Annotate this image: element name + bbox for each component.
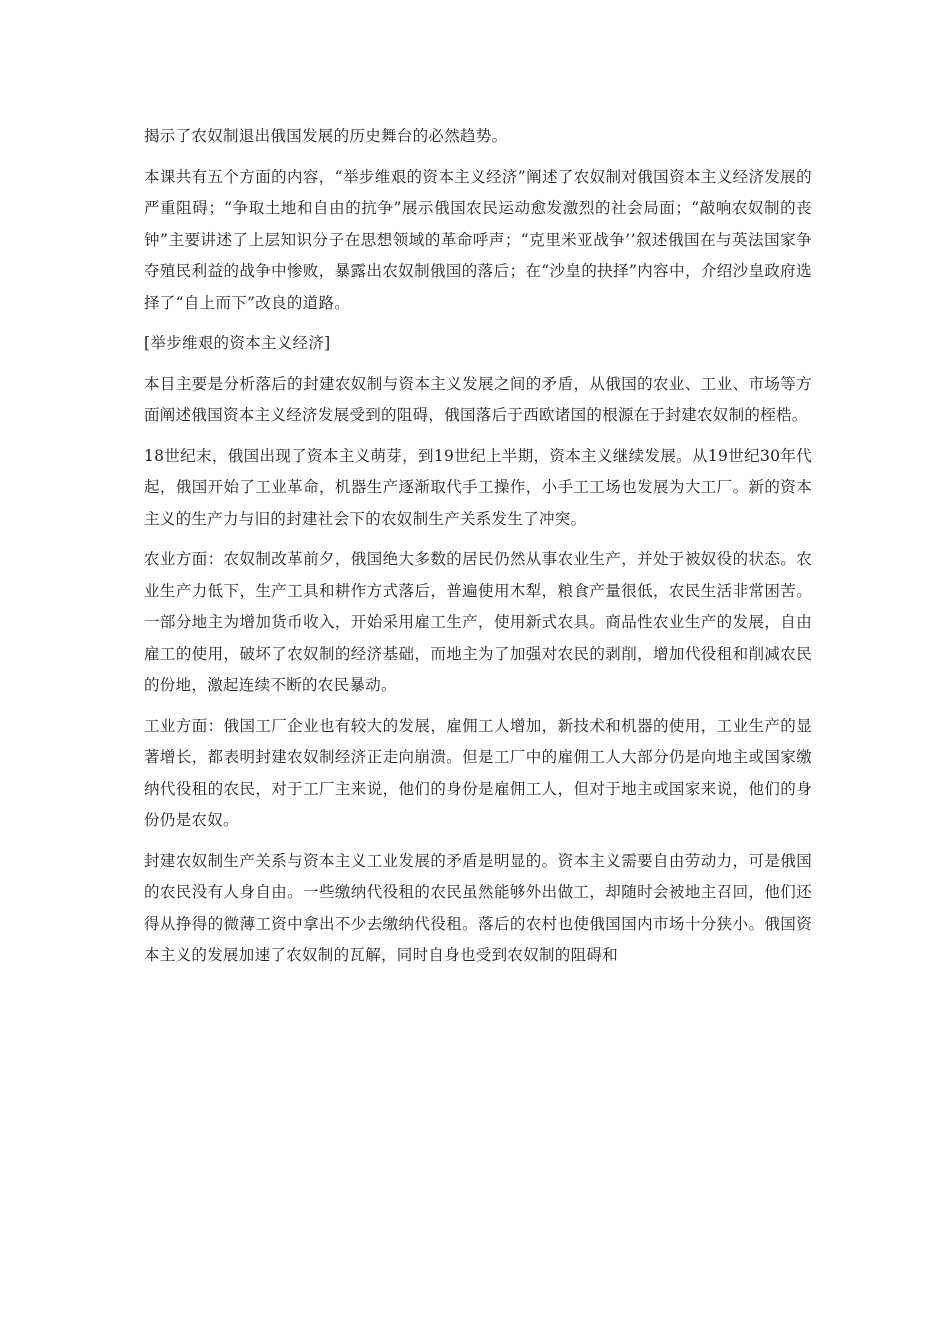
paragraph-lesson-overview: 本课共有五个方面的内容，“举步维艰的资本主义经济”阐述了农奴制对俄国资本主义经济发展的严重阻碍；“争取土地和自由的抗争”展示俄国农民运动愈发激烈的社会局面；“敲响农奴制的丧钟”主要讲述了上层知识分子在思想领域的革命呼声；“克里米亚战争’’叙述俄国在与英法国家争夺殖民利益的战争中惨败，暴露出农奴制俄国的落后；在“沙皇的抉择”内容中，介绍沙皇政府选择了“自上而下”改良的道路。 bbox=[144, 167, 812, 312]
paragraph-agriculture: 农业方面：农奴制改革前夕，俄国绝大多数的居民仍然从事农业生产，并处于被奴役的状态。农业生产力低下，生产工具和耕作方式落后，普遍使用木犁，粮食产量很低，农民生活非常困苦。一部分地主为增加货币收入，开始采用雇工生产，使用新式农具。商品性农业生产的发展，自由雇工的使用，破坏了农奴制的经济基础，而地主为了加强对农民的剥削，增加代役租和削减农民的份地，激起连续不断的农民暴动。 bbox=[144, 550, 812, 694]
paragraph-contradiction: 封建农奴制生产关系与资本主义工业发展的矛盾是明显的。资本主义需要自由劳动力，可是俄国的农民没有人身自由。一些缴纳代役租的农民虽然能够外出做工，却随时会被地主召回，他们还得从挣得的微薄工资中拿出不少去缴纳代役租。落后的农村也使俄国国内市场十分狭小。俄国资本主义的发展加速了农奴制的瓦解，同时自身也受到农奴制的阻碍和 bbox=[144, 851, 812, 964]
paragraph-industry: 工业方面：俄国工厂企业也有较大的发展，雇佣工人增加，新技术和机器的使用，工业生产的显著增长，都表明封建农奴制经济正走向崩溃。但是工厂中的雇佣工人大部分仍是向地主或国家缴纳代役租的农民，对于工厂主来说，他们的身份是雇佣工人，但对于地主或国家来说，他们的身份仍是农奴。 bbox=[144, 716, 812, 829]
paragraph-section-summary: 本目主要是分析落后的封建农奴制与资本主义发展之间的矛盾，从俄国的农业、工业、市场等方面阐述俄国资本主义经济发展受到的阻碍，俄国落后于西欧诸国的根源在于封建农奴制的桎梏。 bbox=[144, 374, 812, 424]
paragraph-intro-tail: 揭示了农奴制退出俄国发展的历史舞台的必然趋势。 bbox=[144, 127, 508, 145]
paragraph-capitalism-emergence: 18世纪末，俄国出现了资本主义萌芽，到19世纪上半期，资本主义继续发展。从19世纪30年代起，俄国开始了工业革命，机器生产逐渐取代手工操作，小手工工场也发展为大工厂。新的资本主义的生产力与旧的封建社会下的农奴制生产关系发生了冲突。 bbox=[144, 446, 812, 528]
section-heading: [举步维艰的资本主义经济] bbox=[144, 334, 331, 352]
document-body bbox=[144, 121, 812, 981]
